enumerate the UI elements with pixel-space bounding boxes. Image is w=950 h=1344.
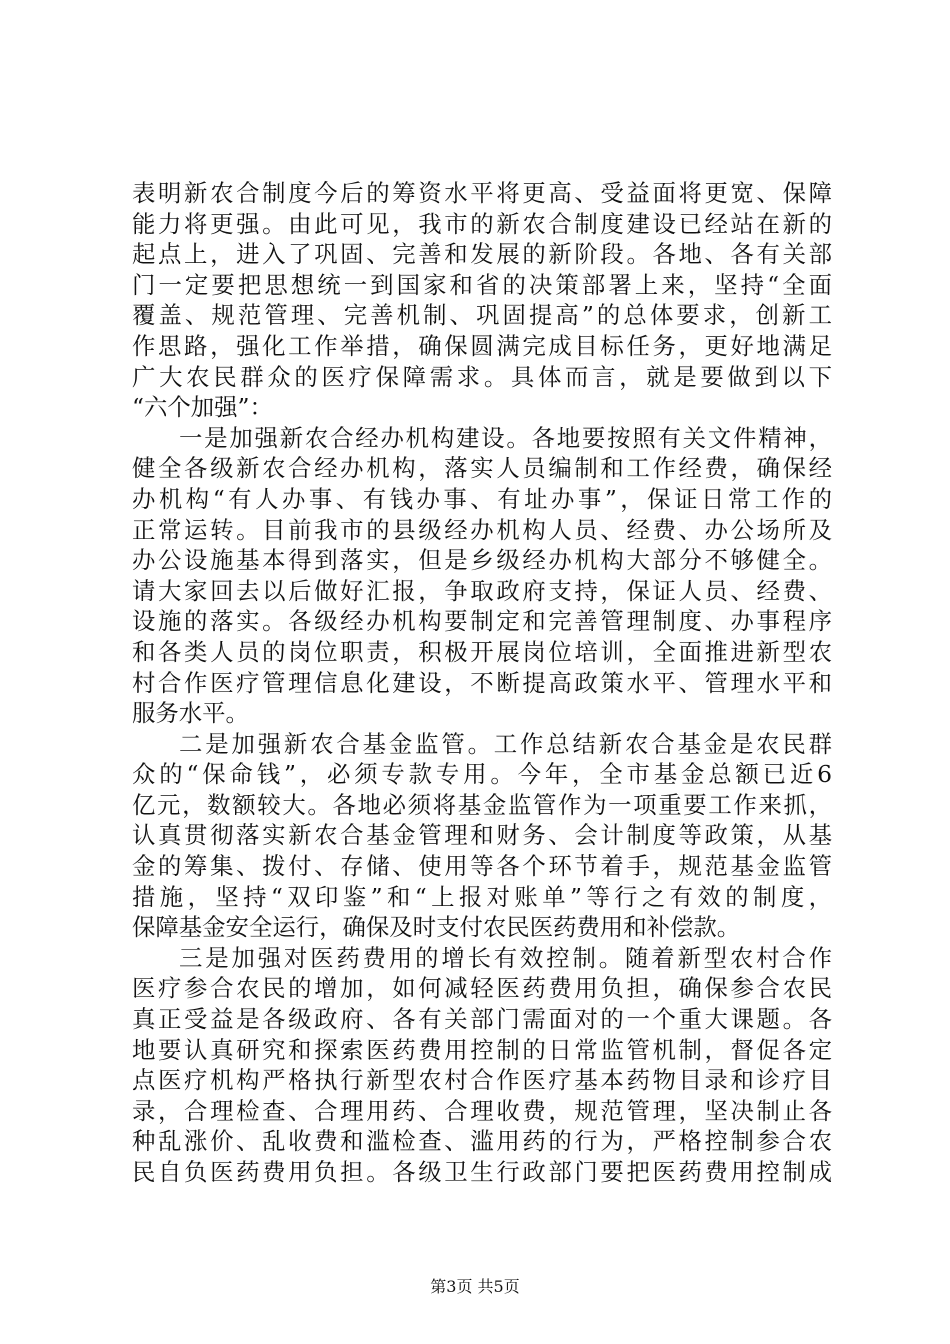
text-line: 认真贯彻落实新农合基金管理和财务、会计制度等政策，从基 (132, 821, 832, 850)
text-line: 点医疗机构严格执行新型农村合作医疗基本药物目录和诊疗目 (132, 1066, 832, 1095)
page-number-footer: 第3页 共5页 (430, 1277, 520, 1296)
text-line: 办机构“有人办事、有钱办事、有址办事”，保证日常工作的 (132, 484, 832, 513)
text-line: 金的筹集、拨付、存储、使用等各个环节着手，规范基金监管 (132, 852, 832, 881)
text-line: 起点上，进入了巩固、完善和发展的新阶段。各地、各有关部 (132, 240, 832, 269)
text-line: 村合作医疗管理信息化建设，不断提高政策水平、管理水平和 (132, 668, 832, 697)
text-line: 真正受益是各级政府、各有关部门需面对的一个重大课题。各 (132, 1005, 832, 1034)
text-line: 健全各级新农合经办机构，落实人员编制和工作经费，确保经 (132, 454, 832, 483)
text-line: 种乱涨价、乱收费和滥检查、滥用药的行为，严格控制参合农 (132, 1127, 832, 1156)
text-line: 广大农民群众的医疗保障需求。具体而言，就是要做到以下 (132, 362, 832, 391)
text-line: 保障基金安全运行，确保及时支付农民医药费用和补偿款。 (132, 913, 741, 942)
text-line: 表明新农合制度今后的筹资水平将更高、受益面将更宽、保障 (132, 179, 832, 207)
text-line: 措施，坚持“双印鉴”和“上报对账单”等行之有效的制度， (132, 882, 832, 911)
text-line: 作思路，强化工作举措，确保圆满完成目标任务，更好地满足 (132, 331, 832, 360)
text-line: 门一定要把思想统一到国家和省的决策部署上来，坚持“全面 (132, 270, 832, 299)
text-line: 医疗参合农民的增加，如何减轻医药费用负担，确保参合农民 (132, 974, 832, 1003)
text-line: 请大家回去以后做好汇报，争取政府支持，保证人员、经费、 (132, 576, 832, 605)
paragraph-start-line: 一是加强新农合经办机构建设。各地要按照有关文件精神， (179, 423, 832, 452)
paragraph-start-line: 三是加强对医药费用的增长有效控制。随着新型农村合作 (179, 943, 832, 972)
text-line: 设施的落实。各级经办机构要制定和完善管理制度、办事程序 (132, 607, 832, 636)
text-line: 服务水平。 (132, 699, 249, 728)
text-line: 众的“保命钱”，必须专款专用。今年，全市基金总额已近6 (132, 760, 832, 789)
text-line: 录，合理检查、合理用药、合理收费，规范管理，坚决制止各 (132, 1096, 832, 1125)
body-text (132, 178, 832, 1188)
text-line: 覆盖、规范管理、完善机制、巩固提高”的总体要求，创新工 (132, 301, 832, 330)
text-line: 亿元，数额较大。各地必须将基金监管作为一项重要工作来抓， (132, 790, 832, 819)
text-line: 办公设施基本得到落实，但是乡级经办机构大部分不够健全。 (132, 546, 832, 575)
text-line: 和各类人员的岗位职责，积极开展岗位培训，全面推进新型农 (132, 637, 832, 666)
text-line: “六个加强”： (132, 393, 273, 422)
text-line: 民自负医药费用负担。各级卫生行政部门要把医药费用控制成 (132, 1158, 832, 1186)
text-line: 能力将更强。由此可见，我市的新农合制度建设已经站在新的 (132, 209, 832, 238)
text-line: 正常运转。目前我市的县级经办机构人员、经费、办公场所及 (132, 515, 832, 544)
paragraph-start-line: 二是加强新农合基金监管。工作总结新农合基金是农民群 (179, 729, 832, 758)
text-line: 地要认真研究和探索医药费用控制的日常监管机制，督促各定 (132, 1035, 832, 1064)
